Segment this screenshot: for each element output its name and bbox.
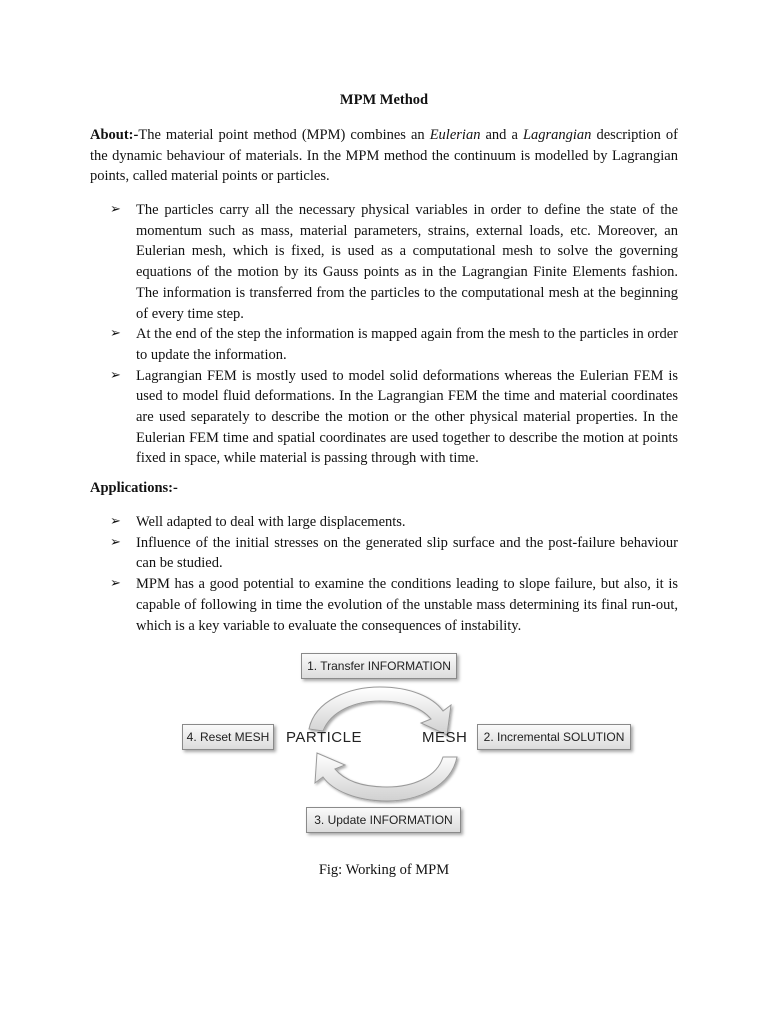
arrow-bullet-icon: ➢ (110, 514, 121, 529)
about-label: About:- (90, 127, 139, 143)
top-cycle-arrow (309, 687, 451, 735)
about-text-2: and a (480, 127, 523, 143)
list-item (110, 200, 678, 324)
bullet-text: Well adapted to deal with large displacements. (136, 514, 406, 530)
about-text-3: description of the dynamic behaviour of materials. In the MPM method the continuum is modelled by Lagrangian points, called material points or particles. (90, 127, 679, 184)
about-italic-lagrangian: Lagrangian (522, 127, 592, 143)
bullet-text: At the end of the step the information is mapped again from the mesh to the particles in order to update the information. (136, 326, 678, 363)
about-italic-eulerian: Eulerian (429, 127, 481, 143)
step-transfer-information: 1. Transfer INFORMATION (301, 653, 457, 679)
about-bullet-list (110, 200, 678, 469)
particle-label: PARTICLE (286, 729, 362, 746)
step-incremental-solution: 2. Incremental SOLUTION (477, 724, 631, 750)
about-text-1: The material point method (MPM) combines an (138, 127, 430, 143)
list-item (110, 574, 678, 636)
arrow-bullet-icon: ➢ (110, 202, 121, 217)
arrow-bullet-icon: ➢ (110, 367, 121, 383)
figure-caption: Fig: Working of MPM (318, 862, 450, 878)
bullet-text: MPM has a good potential to examine the conditions leading to slope failure, but also, it is capable of following in time the evolution of the unstable mass determining its final run-out, which is a key variable to evaluate the consequences of instability. (136, 576, 678, 634)
list-item (110, 533, 678, 574)
arrow-bullet-icon: ➢ (110, 576, 121, 592)
bullet-text: Lagrangian FEM is mostly used to model solid deformations whereas the Eulerian FEM is used to model fluid deformations. In the Lagrangian FEM the time and material coordinates are used separately to describe the motion or the other physical material properties. In the Eulerian FEM time and spatial coordinates are used together to describe the motion at points fixed in space, while material is passing through with time. (136, 367, 678, 467)
applications-bullet-list (110, 512, 678, 636)
page-title: MPM Method (339, 92, 429, 108)
arrow-bullet-icon: ➢ (110, 326, 121, 342)
applications-heading: Applications:- (90, 480, 178, 496)
mesh-label: MESH (422, 729, 468, 746)
about-paragraph (90, 125, 678, 187)
bullet-text: The particles carry all the necessary physical variables in order to define the state of the momentum such as mass, material parameters, strains, external loads, etc. Moreover, an Eulerian mesh, which is fixed, is used as a computational mesh to solve the governing equations of the motion by its Gauss points as in the Lagrangian Finite Elements fashion. The information is transferred from the particles to the computational mesh at the beginning of every time step. (136, 202, 678, 322)
list-item (110, 324, 678, 365)
list-item (110, 512, 678, 533)
arrow-bullet-icon: ➢ (110, 534, 121, 550)
list-item (110, 366, 678, 470)
step-update-information: 3. Update INFORMATION (306, 807, 461, 833)
bottom-cycle-arrow (315, 753, 457, 801)
step-reset-mesh: 4. Reset MESH (182, 724, 274, 750)
mpm-cycle-diagram (175, 645, 635, 845)
bullet-text: Influence of the initial stresses on the generated slip surface and the post-failure behaviour can be studied. (136, 534, 678, 572)
